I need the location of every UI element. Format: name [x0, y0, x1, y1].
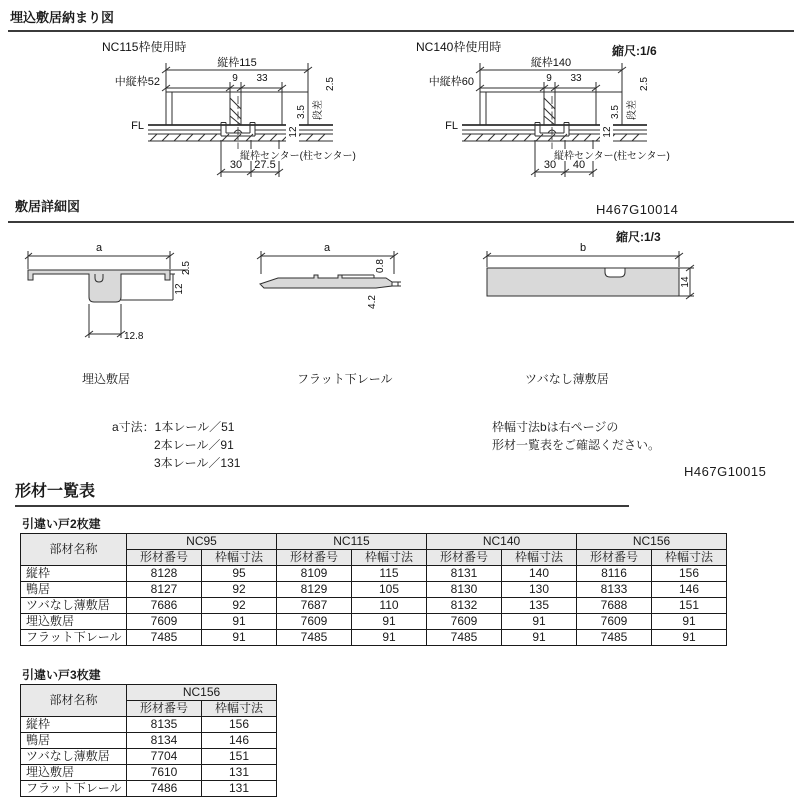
value-cell: 151 — [202, 749, 277, 765]
note-a-line3: 3本レール／131 — [154, 456, 241, 470]
scale-note-2: 縮尺:1/3 — [616, 230, 661, 244]
value-cell: 130 — [502, 582, 577, 598]
part-name-cell: 埋込敷居 — [21, 765, 127, 781]
value-cell: 7704 — [127, 749, 202, 765]
usu-shikii-groove — [605, 268, 625, 277]
table-row — [21, 630, 727, 646]
value-cell: 92 — [202, 582, 277, 598]
nc115-frame-lines — [166, 92, 308, 125]
value-cell: 151 — [652, 598, 727, 614]
usu-shikii-label: ツバなし薄敷居 — [525, 372, 609, 386]
dim-33: 33 — [570, 73, 582, 84]
value-cell: 105 — [352, 582, 427, 598]
dim-30: 30 — [543, 159, 557, 171]
dim-a: a — [95, 242, 103, 254]
nc140-frame-lines — [480, 92, 622, 125]
floor-level-label: FL — [131, 120, 144, 132]
scale-note-1: 縮尺:1/6 — [612, 44, 657, 58]
col-part-no: 形材番号 — [127, 701, 202, 717]
table-row — [21, 717, 277, 733]
dim-frame-width: 縦枠115 — [217, 57, 257, 69]
dim-mid-frame: 中縦枠52 — [114, 76, 160, 88]
table-row — [21, 582, 727, 598]
col-part-no: 形材番号 — [427, 550, 502, 566]
col-frame-width: 枠幅寸法 — [202, 701, 277, 717]
usu-shikii-profile-shape — [487, 268, 679, 296]
value-cell: 7688 — [577, 598, 652, 614]
value-cell: 8135 — [127, 717, 202, 733]
section3-divider — [15, 505, 629, 507]
table1-title: 引違い戸2枚建 — [22, 517, 101, 531]
value-cell: 7609 — [127, 614, 202, 630]
value-cell: 91 — [352, 614, 427, 630]
value-cell: 91 — [502, 630, 577, 646]
section1-title: 埋込敷居納まり図 — [10, 10, 115, 25]
value-cell: 135 — [502, 598, 577, 614]
note-b-line2: 形材一覧表をご確認ください。 — [492, 438, 661, 452]
value-cell: 91 — [202, 630, 277, 646]
note-b-line1: 枠幅寸法bは右ページの — [492, 420, 619, 434]
part-name-cell: フラット下レール — [21, 781, 127, 797]
umekomi-profile-shape — [28, 270, 170, 302]
dim-12-8: 12.8 — [124, 331, 144, 342]
value-cell: 91 — [652, 630, 727, 646]
table-row — [21, 749, 277, 765]
dim-3-5: 3.5 — [610, 105, 621, 119]
value-cell: 7609 — [277, 614, 352, 630]
value-cell: 7609 — [577, 614, 652, 630]
col-group-nc156: NC156 — [127, 685, 277, 701]
part-name-cell: ツバなし薄敷居 — [21, 598, 127, 614]
nc140-section-diagram — [402, 36, 702, 186]
col-group-nc140: NC140 — [427, 534, 577, 550]
value-cell: 95 — [202, 566, 277, 582]
dim-step-label: 段差 — [313, 100, 324, 120]
dim-30: 30 — [229, 159, 243, 171]
nc140-title: NC140枠使用時 — [416, 40, 502, 54]
value-cell: 91 — [652, 614, 727, 630]
dim-12: 12 — [602, 126, 613, 138]
table-row — [21, 733, 277, 749]
dim-0-8: 0.8 — [375, 259, 386, 273]
col-part-no: 形材番号 — [577, 550, 652, 566]
value-cell: 92 — [202, 598, 277, 614]
dim-27-5: 27.5 — [254, 159, 276, 171]
umekomi-profile-diagram — [25, 240, 200, 346]
section1-divider — [8, 30, 794, 32]
value-cell: 7485 — [277, 630, 352, 646]
value-cell: 115 — [352, 566, 427, 582]
table1-header-sub — [21, 550, 727, 566]
part-name-cell: 縦枠 — [21, 717, 127, 733]
value-cell: 8127 — [127, 582, 202, 598]
col-part-no: 形材番号 — [277, 550, 352, 566]
value-cell: 110 — [352, 598, 427, 614]
col-group-nc156: NC156 — [577, 534, 727, 550]
value-cell: 7686 — [127, 598, 202, 614]
floor-level-label: FL — [445, 120, 458, 132]
value-cell: 156 — [202, 717, 277, 733]
note-a-line2: 2本レール／91 — [154, 438, 234, 452]
value-cell: 7610 — [127, 765, 202, 781]
nc115-section-diagram — [88, 36, 388, 186]
parts-table-3panel — [20, 684, 277, 797]
col-frame-width: 枠幅寸法 — [652, 550, 727, 566]
part-name-cell: ツバなし薄敷居 — [21, 749, 127, 765]
dim-step-value: 2.5 — [325, 77, 336, 91]
part-name-cell: 鴨居 — [21, 582, 127, 598]
value-cell: 131 — [202, 765, 277, 781]
value-cell: 8131 — [427, 566, 502, 582]
col-group-nc115: NC115 — [277, 534, 427, 550]
value-cell: 8132 — [427, 598, 502, 614]
col-frame-width: 枠幅寸法 — [352, 550, 427, 566]
value-cell: 8133 — [577, 582, 652, 598]
table-row — [21, 566, 727, 582]
section2-divider — [8, 221, 794, 223]
table-row — [21, 781, 277, 797]
value-cell: 156 — [652, 566, 727, 582]
col-part-name: 部材名称 — [21, 685, 127, 717]
value-cell: 91 — [502, 614, 577, 630]
dim-3-5: 3.5 — [296, 105, 307, 119]
flat-rail-profile-shape — [260, 275, 392, 288]
table-row — [21, 598, 727, 614]
value-cell: 8116 — [577, 566, 652, 582]
dim-2-5: 2.5 — [181, 261, 192, 275]
value-cell: 8129 — [277, 582, 352, 598]
value-cell: 7609 — [427, 614, 502, 630]
col-frame-width: 枠幅寸法 — [502, 550, 577, 566]
dim-frame-width: 縦枠140 — [530, 57, 572, 69]
center-note: 縦枠センター(柱センター) — [554, 151, 670, 162]
dim-mid-frame: 中縦枠60 — [428, 76, 474, 88]
value-cell: 7485 — [427, 630, 502, 646]
part-name-cell: 鴨居 — [21, 733, 127, 749]
value-cell: 7687 — [277, 598, 352, 614]
umekomi-label: 埋込敷居 — [82, 372, 131, 386]
nc115-title: NC115枠使用時 — [102, 40, 187, 54]
dim-step-value: 2.5 — [639, 77, 650, 91]
value-cell: 8130 — [427, 582, 502, 598]
dim-4-2: 4.2 — [367, 295, 378, 309]
part-name-cell: 縦枠 — [21, 566, 127, 582]
value-cell: 8109 — [277, 566, 352, 582]
value-cell: 7486 — [127, 781, 202, 797]
table1-header-groups — [21, 534, 727, 550]
value-cell: 7485 — [577, 630, 652, 646]
note-a-line1: a寸法：1本レール／51 — [112, 420, 235, 434]
dim-33: 33 — [256, 73, 268, 84]
part-name-cell: 埋込敷居 — [21, 614, 127, 630]
part-name-cell: フラット下レール — [21, 630, 127, 646]
col-part-no: 形材番号 — [127, 550, 202, 566]
value-cell: 91 — [202, 614, 277, 630]
dim-40: 40 — [572, 159, 586, 171]
center-note: 縦枠センター(柱センター) — [240, 151, 356, 162]
table-row — [21, 765, 277, 781]
dim-step-label: 段差 — [627, 100, 638, 120]
dim-a: a — [323, 242, 331, 254]
value-cell: 7485 — [127, 630, 202, 646]
value-cell: 146 — [652, 582, 727, 598]
dim-12: 12 — [288, 126, 299, 138]
col-frame-width: 枠幅寸法 — [202, 550, 277, 566]
flat-rail-label: フラット下レール — [297, 372, 393, 386]
value-cell: 146 — [202, 733, 277, 749]
value-cell: 140 — [502, 566, 577, 582]
parts-table-2panel — [20, 533, 727, 646]
table-row — [21, 614, 727, 630]
usu-shikii-profile-diagram — [483, 240, 698, 332]
flat-rail-profile-diagram — [256, 240, 406, 330]
dim-9: 9 — [546, 73, 552, 84]
table2-header-groups — [21, 685, 277, 701]
col-group-nc95: NC95 — [127, 534, 277, 550]
value-cell: 8134 — [127, 733, 202, 749]
value-cell: 8128 — [127, 566, 202, 582]
doc-code-2: H467G10015 — [684, 464, 767, 479]
value-cell: 131 — [202, 781, 277, 797]
col-part-name: 部材名称 — [21, 534, 127, 566]
dim-14: 14 — [680, 276, 691, 288]
section2-title: 敷居詳細図 — [15, 199, 81, 214]
table2-title: 引違い戸3枚建 — [22, 668, 101, 682]
doc-code-1: H467G10014 — [596, 202, 679, 217]
dim-12: 12 — [174, 283, 185, 295]
dim-b: b — [579, 242, 587, 254]
dim-9: 9 — [232, 73, 238, 84]
value-cell: 91 — [352, 630, 427, 646]
section3-title: 形材一覧表 — [15, 483, 96, 500]
